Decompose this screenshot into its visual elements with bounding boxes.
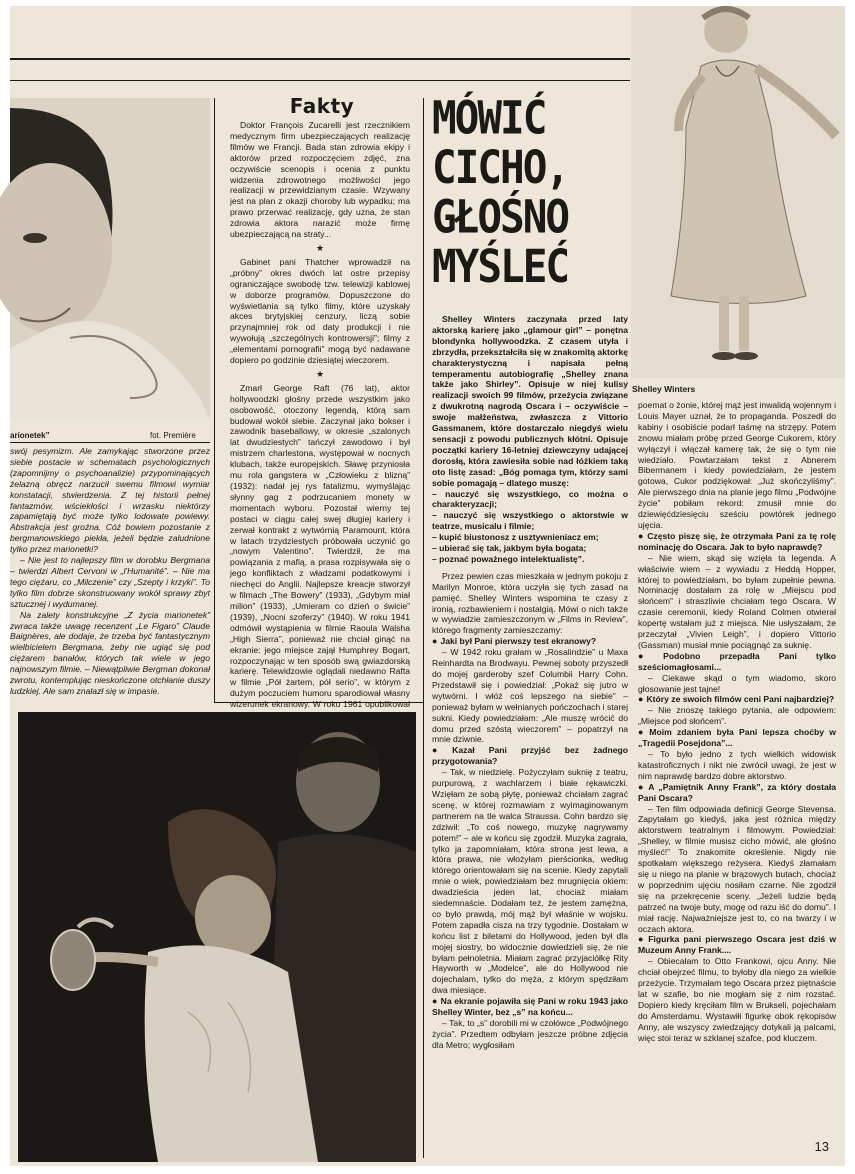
bullet-icon: ● [638, 934, 646, 945]
column-rule [423, 98, 424, 1158]
interview-question [638, 651, 836, 673]
question-text: A „Pamiętnik Anny Frank”, za który dostała Pani Oscara? [638, 781, 836, 803]
interview-answer: poemat o żonie, której mąż jest inwalidą wojennym i Louis Mayer uznał, że to propaganda. Poszedł do kabiny i osobiście podarł taśmę na strzępy. Potem znowu miałam próbę przed George Cukorem, który wyłączył i włączał kamerę tak, że się o tym nie wiedziało. Powtarzałam tekst z Abnerem Bibermanem i kiedy powiedziałam, że jestem gotowa, Cukor podziękował: „Już skończyliśmy”. Ale pierwszego dnia na planie jego filmu „Podwójne życie” pobiłam rekord: zmusił mnie do dziewięćdziesięciu sześciu powtórek jednego ujęcia. [638, 400, 836, 530]
top-rule [10, 58, 630, 60]
photo-caption-right: Shelley Winters [632, 384, 696, 394]
interview-answer: – Ten film odpowiada definicji George Stevensa. Zapytałam go kiedyś, jaka jest różnica między aktorstwem teatralnym i filmowym. Powiedział: „Shelley, w filmie musisz cicho mówić, ale głośno myśleć!” To znakomite określenie. Nigdy nie spotkałam większego reżysera. Kiedyś złamałam się u niego na planie w brązowych butach, chociaż w poprzednim ujęciu nosiłam czarne. Nie zgodził się na przekręcenie sceny. „Jeżeli ludzie będą patrzeć na twoje buty, mogę od razu iść do domu”. I miał rację. Najważniejsze jest to, co na twarzy i w oczach aktora. [638, 803, 836, 934]
bullet-icon: ● [432, 996, 438, 1007]
interview-question [638, 694, 836, 705]
interview-answer: – Nie znoszę takiego pytania, ale odpowiem: „Miejsce pod słońcem”. [638, 705, 836, 727]
column-rule [214, 98, 215, 703]
article-headline [432, 91, 632, 294]
question-text: Kazał Pani przyjść bez żadnego przygotowania? [432, 745, 629, 767]
oscar-celebration-photo [18, 712, 416, 1162]
interview-answer: – W 1942 roku grałam w „Rosalindzie” u Maxa Reinhardta na Brodwayu. Pewnej soboty przyszedł do mojej garderoby szef Columbii Harry Cohn. Przedstawił się i powiedział: „Pokaż się jutro w wytwórni. I włóż coś lepszego na siebie” – ponieważ byłam w wełnianych pończochach i starej sukni. Kiedy powiedziałam: „Ale muszę wrócić do domu przed szóstą wieczorem” – popatrzył na mnie dziwnie. [432, 647, 628, 745]
bullet-icon: ● [638, 650, 661, 661]
question-text: Który ze swoich filmów ceni Pani najbardziej? [646, 694, 835, 705]
article-paragraph: Przez pewien czas mieszkała w jednym pokoju z Marilyn Monroe, która uczyła się tych zasad na pamięć. Shelley Winters wspomina te czasy z ironią, rozbawieniem i nostalgią. Mówi o nich także w wywiadzie zamieszczonym w „Films in Review”, którego fragmenty zamieszczamy: [432, 570, 628, 636]
film-still-face-photo [10, 98, 210, 420]
headline-line: MYŚLEĆ [432, 240, 569, 294]
fakty-text [230, 120, 410, 710]
bullet-icon: ● [638, 694, 644, 705]
star-separator: ★ [315, 242, 325, 253]
interview-question [432, 636, 628, 647]
caption-rule [10, 442, 210, 443]
article-column-1 [432, 314, 628, 1162]
question-text: Moim zdaniem była Pani lepsza choćby w „Tragedii Posejdona”... [638, 727, 836, 749]
photo-credit: fot. Première [150, 431, 196, 440]
fakty-paragraph: Gabinet pani Thatcher wprowadził na „próbny” okres dwóch lat ostre przepisy ograniczające swobodę tzw. telewizji kablowej w doborze programów. Dopuszczone do wyświetlania są tylko filmy, które uzyskały akces brytyjskiej cenzury, liczą sobie przynajmniej rok od daty produkcji i nie wywołują „szczególnych kontrowersji”; filmy z „elementami pornografii” mogą być nadawane dopiero po godzinie dziesiątej wieczorem. [230, 256, 410, 366]
headline-line: CICHO, [432, 141, 569, 195]
bullet-icon: ● [638, 530, 645, 541]
rule-item: – ubierać się tak, jakbym była bogata; [432, 543, 587, 554]
interview-question [638, 782, 836, 804]
bullet-icon: ● [638, 781, 646, 792]
fakty-paragraph: Zmarł George Raft (76 lat), aktor hollywoodzki głośny przede wszystkim jako osobowość, otoczony legendą, którą sam budował wokół siebie. Zaczynał jako bokser i zawodnik baseballowy, w okresie „szalonych lat dwudziestych” tańczył zawodowo i był mistrzem charlestona, występował w nocnych klubach, także europejskich. Sławę przyniosła mu rola gangstera w „Człowieku z blizną” (1932): nadał jej rys fatalizmu, wymyślając słynny gag z podrzucaniem monety w momentach wyboru. Pozostał wierny tej postaci w ciągu całej swej długiej kariery i zerwał kontrakt z wytwórnią Paramount, która w latach trzydziestych próbowała uczynić go „nowym Valentino”. Twierdził, że ma powiązania z mafią, a prasa rozpisywała się o jego konfliktach z władzami podatkowymi i niechęci do Anglii. Najlepsze kreacje stworzył w filmach „The Bowery” (1933), „Gdybym miał milion” (1933), „Umieram co dzień o świcie” (1939), „Nocni szoferzy” (1940). W roku 1941 odmówił wystąpienia w filmie Raoula Walsha „High Sierra”, ponieważ nie chciał ginąć na ekranie: jego miejsce zajął Humphrey Bogart, rozpoczynając w ten sposób swą gwiazdorską karierę. Telewidzowie oglądali niedawno Rafta w filmie „Pół żartem, pół serio”, w którym z dużym poczuciem humoru sparodiował własny wizerunek ekranowy. W roku 1961 opublikował [230, 382, 410, 710]
left-paragraph: swój pesymizm. Ale zamykając stworzone przez siebie postacie w schematach psychologicznych (zapomnijmy o psychoanalizie) przypominających żelazną obręcz narzucił swemu filmowi wymiar konstatacji, stwierdzenia. Z tej historii pełnej fantazmów, wściekłości i wrzasku niektórzy zapamiętają być może tylko lodowate powiewy. Abstrakcja jest groźna. Cóż bowiem pozostanie z bergmanowskiego piekła, jeżeli będzie zaludnione tylko przez marionetki? [10, 446, 210, 555]
shelley-winters-photo [631, 6, 845, 378]
interview-question [638, 531, 836, 553]
headline-line: GŁOŚNO [432, 190, 569, 244]
question-text: Na ekranie pojawiła się Pani w roku 1943 jako Shelley Winter, bez „s” na końcu... [432, 996, 629, 1018]
bullet-icon: ● [432, 636, 438, 647]
article-column-2 [638, 400, 836, 1140]
fakty-paragraph: Doktor François Zucarelli jest rzecznikiem medycznym firm ubezpieczających realizację filmów we Francji. Bada stan zdrowia ekipy i aktorów przed rozpoczęciem zdjęć, zna oczywiście scenopis i ocenia z punktu widzenia zdrowotnego możliwości jego realizacji w przewidzianym czasie. Wzywany jest na plan z okazji choroby lub wypadku; ma prawo przerwać realizację, gdy uzna, że stan zdrowia aktora narazić może firmę ubezpieczającą na straty... [230, 120, 410, 240]
question-text: Figurka pani pierwszego Oscara jest dziś w Muzeum Anny Frank.... [638, 934, 837, 956]
bullet-icon: ● [638, 727, 647, 738]
question-text: Podobno przepadła Pani tylko sześciomagłosami... [638, 650, 837, 672]
left-paragraph: – Nie jest to najlepszy film w dorobku Bergmana – twierdzi Albert Cervoni w „l'Humanité”. – Nie ma tego ciężaru, co „Milczenie” czy „Szepty i krzyki”. To tylko film dobrze skonstruowany wokół sprawy zbyt sztucznej i wydumanej. [10, 555, 210, 609]
interview-question [638, 934, 836, 956]
left-paragraph: Na zalety konstrukcyjne „Z życia marionetek” zwraca także uwagę recenzent „Le Figaro” Claude Baignères, ale dodaje, że trzeba być fantastycznym wielbicielem Bergmana, żeby nie ugiąć się pod ciężarem banałów, których tak wiele w jego najnowszym filmie. – Niewątpliwie Bergman dokonał zwrotu, kontemplując nieskończone otchłanie duszy ludzkiej. Ale sam znalazł się w impasie. [10, 609, 210, 696]
fakty-title: Fakty [289, 94, 355, 118]
star-separator: ★ [315, 368, 325, 379]
question-text: Jaki był Pani pierwszy test ekranowy? [440, 636, 597, 647]
interview-question [432, 745, 628, 767]
interview-answer: – Tak, w niedzielę. Pożyczyłam suknię z teatru, purpurową, z wachlarzem i białe rękawiczki. Wzięłam ze sobą płytę, ponieważ chciałam zagrać scenę, w której rozmawiam z wyimaginowanym partnerem na tle walca Straussa. Cohn bardzo się zdziwił: „To coś nowego, muzykę nagrywamy potem!” – ale w końcu się zgodził. Muzyka zagrała, tylko ja zapomniałam, która strona jest lewa, a która prawa, nie włożyłam pierścionka, według którego orientowałam się na scenie. Kiedy zapytali mnie o wiek, powiedziałam bez mrugnięcia okiem: dwadzieścia jeden lat, chociaż miałam siedemnaście. Dodałam też, że jestem zamężna, co było prawdą, mój mąż był właśnie w wojsku. Potem zapadła cisza na trzy tygodnie. Dostałam w końcu list z biletami do Hollywood, jeden był dla mojej siostry, bo widocznie dowiedzieli się, że nie byłam pełnoletnia. Miałam zagrać przyjaciółkę Rity Hayworth w „Modelce”, ale do Hollywood nie dojechalam, tylko do męża, z którym spędziłam dwa miesiące. [432, 767, 628, 996]
bullet-icon: ● [432, 745, 450, 756]
rule-item: – kupić biustonosz z usztywnieniacz em; [432, 532, 599, 543]
interview-answer: – Ciekawe skąd o tym wiadomo, skoro głosowanie jest tajne! [638, 672, 836, 694]
rule-item: – poznać poważnego intelektualistę”. [432, 553, 585, 564]
photo-caption-left: arionetek” [10, 431, 50, 440]
rule-item: – nauczyć się wszystkiego o aktorstwie w teatrze, musicalu i filmie; [432, 510, 628, 532]
interview-answer: – Nie wiem, skąd się wzięła ta legenda. A właściwie wiem – z wywiadu z Heddą Hopper, której to powiedziałam, bo byłam zupełnie pewna. Nominację dostałam za rolę w „Miejscu pod słońcem” i straszliwie chciałam tego Oscara. W czasie ceremonii, kiedy Roland Colmen otwierał kopertę wstałam już z miejsca. Nie usłyszałam, że przeczytał „Vivien Leigh”, i dopiero Vittorio (Gassman) musiał mnie pociągnąć za suknię. [638, 552, 836, 650]
question-text: Często piszę się, że otrzymała Pani za tę rolę nominację do Oscara. Jak to było naprawdę? [638, 530, 836, 552]
interview-answer: – Obiecałam to Otto Frankowi, ojcu Anny. Nie chciał obejrzeć filmu, to byłoby dla niego za wielkie przeżycie. Trzymałam tego Oscara przez piętnaście lat w szafie, bo nie mogłam się z nim rozstać. Dopiero kiedy kręciłam film w Brukseli, pojechałam do Amsterdamu. Wystawiłi figurkę obok rękopisów Anny, ale wszyscy zwiedzający dotykali ją palcami, więc stoi teraz w szklanej szafce, pod kluczem. [638, 956, 836, 1043]
article-lead: Shelley Winters zaczynała przed laty aktorską karierę jako „glamour girl” – ponętna blondynka hollywoodzka. Z czasem utyła i zbrzydła, przekształciła się w znakomitą aktorkę charakterystyczną i napisała pełną temperamentu autobiografię „Shelley znana także jako Shirley”. Opisuje w niej kulisy realizacji swoich 99 filmów, przeżycia związane z dwukrotną nagrodą Oscara i – oczywiście – swoje małżeństwa, zwłaszcza z Vittorio Gassmanem, które dostarczało niegdyś wielu sensacji z powodu publicznych kłótni. Opisuje początki kariery 16-letniej dziewczyny udającej dorosłą, która zawiesiła sobie nad łóżkiem taką oto listę zasad: „Bóg pomaga tym, którzy sami sobie pomagają – dlatego muszę: [432, 314, 628, 488]
rule-item: – nauczyć się wszystkiego, co można o charakteryzacji; [432, 488, 628, 510]
magazine-page [10, 6, 845, 1166]
interview-answer: – To było jedno z tych wielkich widowisk katastroficznych i nikt nie zwrócił uwagi, że jest w nim naprawdę bardzo dobre aktorstwo. [638, 749, 836, 781]
interview-answer: – Tak, to „s” dorobili mi w czołówce „Podwójnego życia”. Przedtem odbyłam jeszcze próbne zdjęcia dla Metro; wygłosiłam [432, 1018, 628, 1050]
left-column-text [10, 446, 210, 696]
interview-question [638, 727, 836, 749]
top-rule-2 [10, 80, 630, 81]
page-number: 13 [814, 1139, 829, 1154]
headline-line: MÓWIĆ [432, 91, 546, 145]
interview-question [432, 996, 628, 1018]
